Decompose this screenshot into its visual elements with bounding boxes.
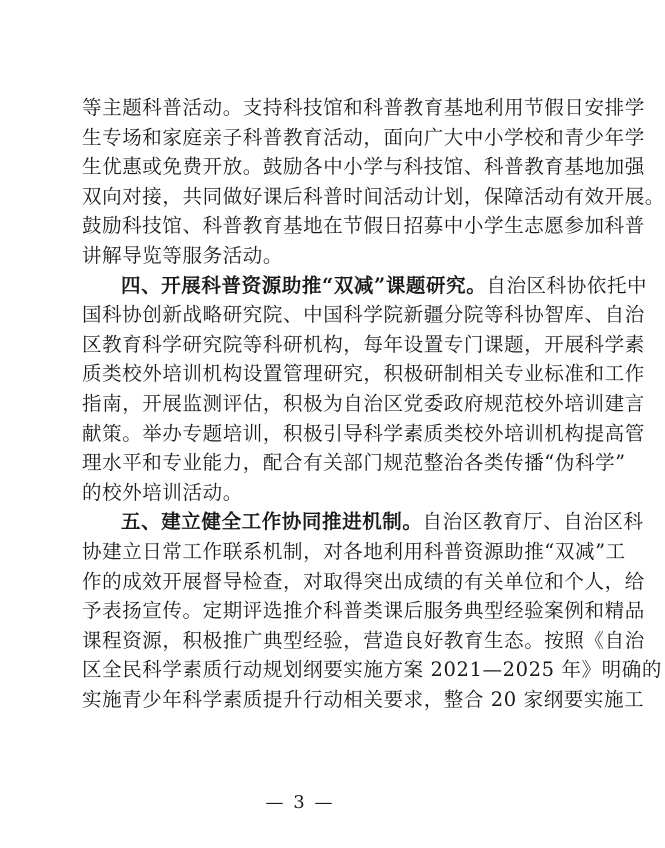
text-line: 区全民科学素质行动规划纲要实施方案 2021—2025 年》明确的 xyxy=(82,658,662,682)
section-heading-four: 四、开展科普资源助推“双减”课题研究。 xyxy=(121,273,487,297)
section-five-first-line xyxy=(121,508,644,536)
text-line: 理水平和专业能力，配合有关部门规范整治各类传播“伪科学” xyxy=(82,451,626,475)
text-line: 予表扬宣传。定期评选推介科普类课后服务典型经验案例和精品 xyxy=(82,599,645,623)
text-line: 讲解导览等服务活动。 xyxy=(82,244,284,267)
text-span: 自治区教育厅、自治区科 xyxy=(422,510,644,534)
text-line: 质类校外培训机构设置管理研究，积极研制相关专业标准和工作 xyxy=(82,362,645,386)
text-line: 协建立日常工作联系机制，对各地利用科普资源助推“双减”工 xyxy=(82,540,626,563)
text-line: 生专场和家庭亲子科普教育活动，面向广大中小学校和青少年学 xyxy=(82,125,645,149)
text-span: 自治区科协依托中 xyxy=(486,273,648,297)
text-line: 国科协创新战略研究院、中国科学院新疆分院等科协智库、自治 xyxy=(82,303,645,327)
text-line: 生优惠或免费开放。鼓励各中小学与科技馆、科普教育基地加强 xyxy=(82,155,645,179)
text-line: 的校外培训活动。 xyxy=(82,480,243,504)
section-heading-five: 五、建立健全工作协同推进机制。 xyxy=(121,510,423,534)
text-line: 鼓励科技馆、科普教育基地在节假日招募中小学生志愿参加科普 xyxy=(82,214,645,238)
text-line: 课程资源，积极推广典型经验，营造良好教育生态。按照《自治 xyxy=(82,628,645,652)
text-line: 等主题科普活动。支持科技馆和科普教育基地利用节假日安排学 xyxy=(82,96,645,119)
text-line: 献策。举办专题培训，积极引导科学素质类校外培训机构提高管 xyxy=(82,421,645,445)
text-line: 指南，开展监测评估，积极为自治区党委政府规范校外培训建言 xyxy=(82,392,645,415)
text-line: 实施青少年科学素质提升行动相关要求，整合 20 家纲要实施工 xyxy=(82,688,645,711)
page-number: — 3 — xyxy=(265,792,335,813)
text-line: 双向对接，共同做好课后科普时间活动计划，保障活动有效开展。 xyxy=(82,184,665,208)
text-line: 作的成效开展督导检查，对取得突出成绩的有关单位和个人，给 xyxy=(82,569,645,593)
text-line: 区教育科学研究院等科研机构，每年设置专门课题，开展科学素 xyxy=(82,332,645,356)
section-four-first-line xyxy=(121,272,648,300)
